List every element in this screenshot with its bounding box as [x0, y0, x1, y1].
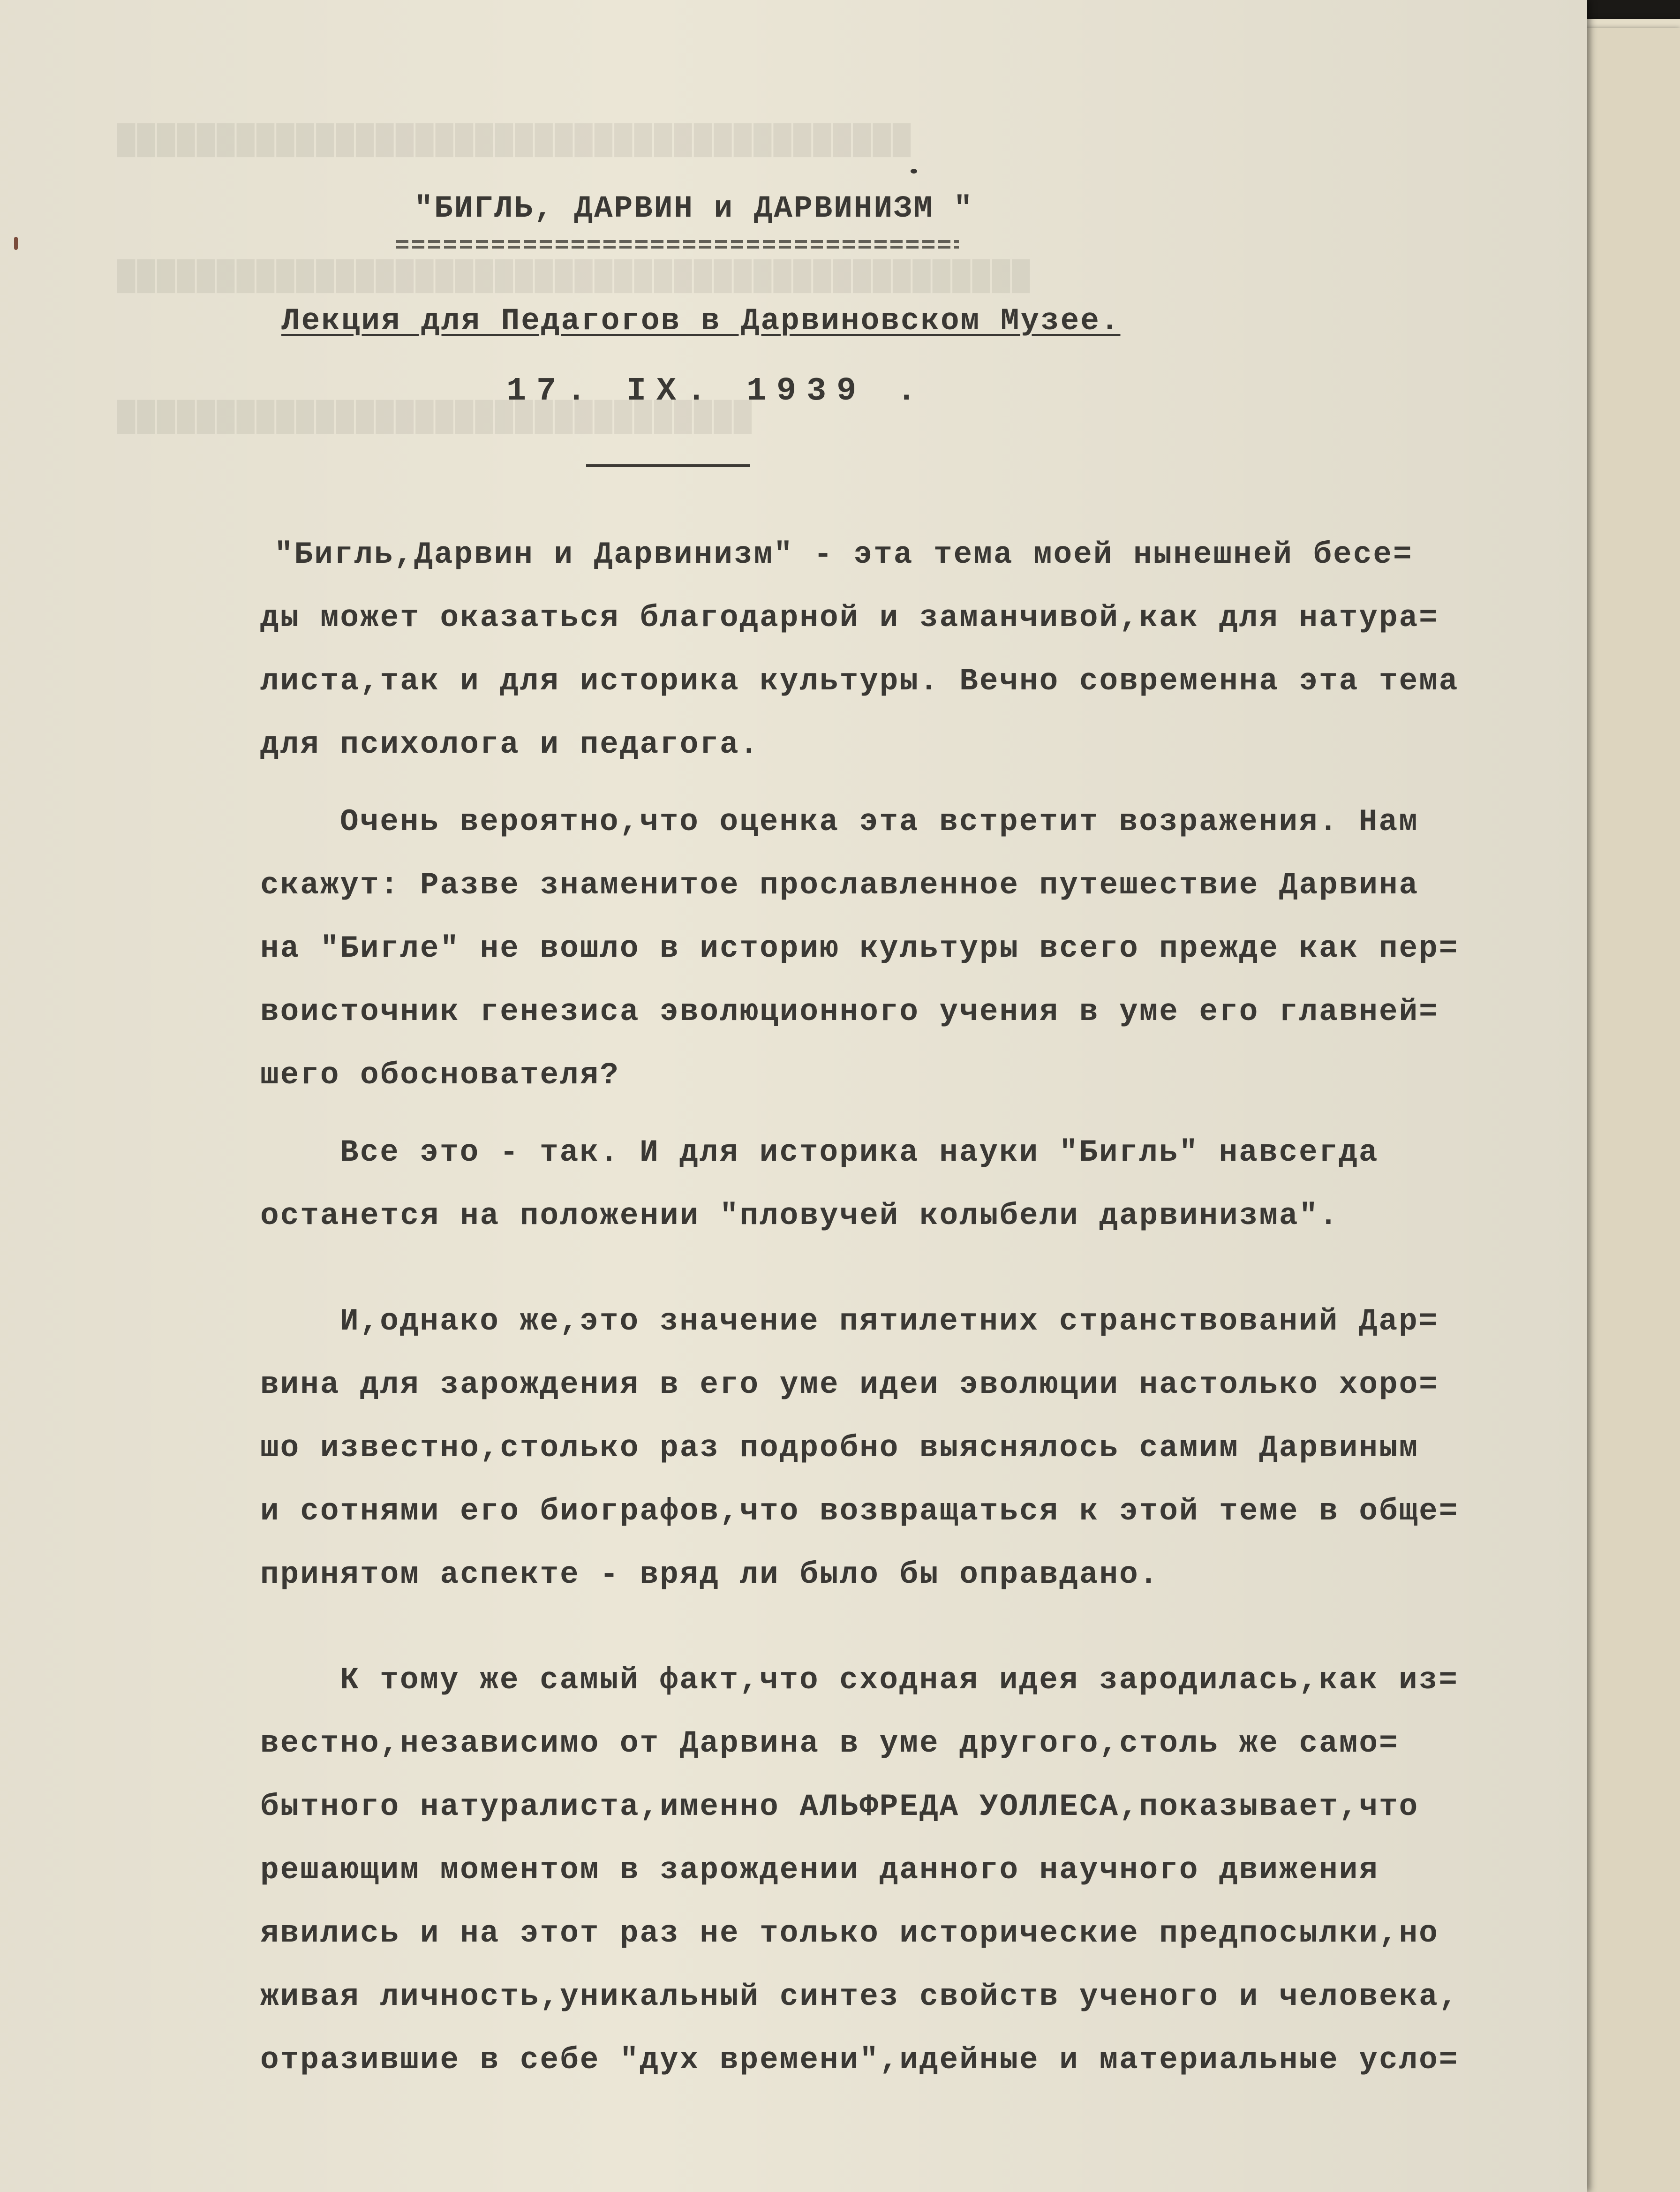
title-double-underline — [396, 240, 959, 253]
text-line: "Бигль,Дарвин и Дарвинизм" - эта тема моей нынешней бесе= — [274, 537, 1413, 572]
text-line: и сотнями его биографов,что возвращаться к этой теме в обще= — [260, 1494, 1459, 1529]
text-line: решающим моментом в зарождении данного научного движения — [260, 1852, 1379, 1888]
text-line: Очень вероятно,что оценка эта встретит возражения. Нам — [340, 804, 1419, 839]
text-line: вина для зарождения в его уме идеи эволюции настолько хоро= — [260, 1367, 1439, 1402]
text-line: воисточник генезиса эволюционного учения в уме его главней= — [260, 994, 1439, 1029]
text-line: останется на положении "пловучей колыбели дарвинизма". — [260, 1198, 1339, 1233]
document-date: 17. IX. 1939 . — [506, 373, 927, 410]
text-line: для психолога и педагога. — [260, 727, 760, 762]
text-line: на "Бигле" не вошло в историю культуры всего прежде как пер= — [260, 931, 1459, 966]
text-line: явились и на этот раз не только исторические предпосылки,но — [260, 1916, 1439, 1951]
text-line: шего обоснователя? — [260, 1058, 620, 1093]
text-line: отразившие в себе "дух времени",идейные и материальные усло= — [260, 2042, 1459, 2078]
document-title: "БИГЛЬ, ДАРВИН и ДАРВИНИЗМ " — [414, 191, 974, 226]
show-through-text: ████████████████████████████████ — [117, 401, 753, 434]
text-line: Все это - так. И для историка науки "Бигль" навсегда — [340, 1135, 1379, 1170]
body-text — [260, 523, 1545, 2092]
text-line: листа,так и для историка культуры. Вечно современна эта тема — [260, 664, 1459, 699]
underlying-page-edge — [1585, 28, 1680, 2192]
text-line: К тому же самый факт,что сходная идея зародилась,как из= — [340, 1663, 1459, 1698]
text-line: скажут: Разве знаменитое прославленное путешествие Дарвина — [260, 868, 1419, 903]
show-through-text: ██████████████████████████████████████████████ — [117, 260, 1032, 294]
text-line: ды может оказаться благодарной и заманчивой,как для натура= — [260, 600, 1439, 635]
show-through-text: ████████████████████████████████████████ — [117, 124, 913, 158]
text-line: И,однако же,это значение пятилетних странствований Дар= — [340, 1304, 1439, 1339]
document-subtitle: Лекция для Педагогов в Дарвиновском Музее. — [281, 303, 1121, 339]
text-line: бытного натуралиста,именно АЛЬФРЕДА УОЛЛЕСА,показывает,что — [260, 1789, 1419, 1824]
separator-rule — [586, 464, 750, 467]
text-line: принятом аспекте - вряд ли было бы оправдано. — [260, 1557, 1160, 1592]
margin-mark — [14, 237, 18, 250]
text-line: живая личность,уникальный синтез свойств ученого и человека, — [260, 1979, 1459, 2014]
text-line: шо известно,столько раз подробно выяснялось самим Дарвиным — [260, 1430, 1419, 1466]
text-line: вестно,независимо от Дарвина в уме другого,столь же само= — [260, 1726, 1399, 1761]
